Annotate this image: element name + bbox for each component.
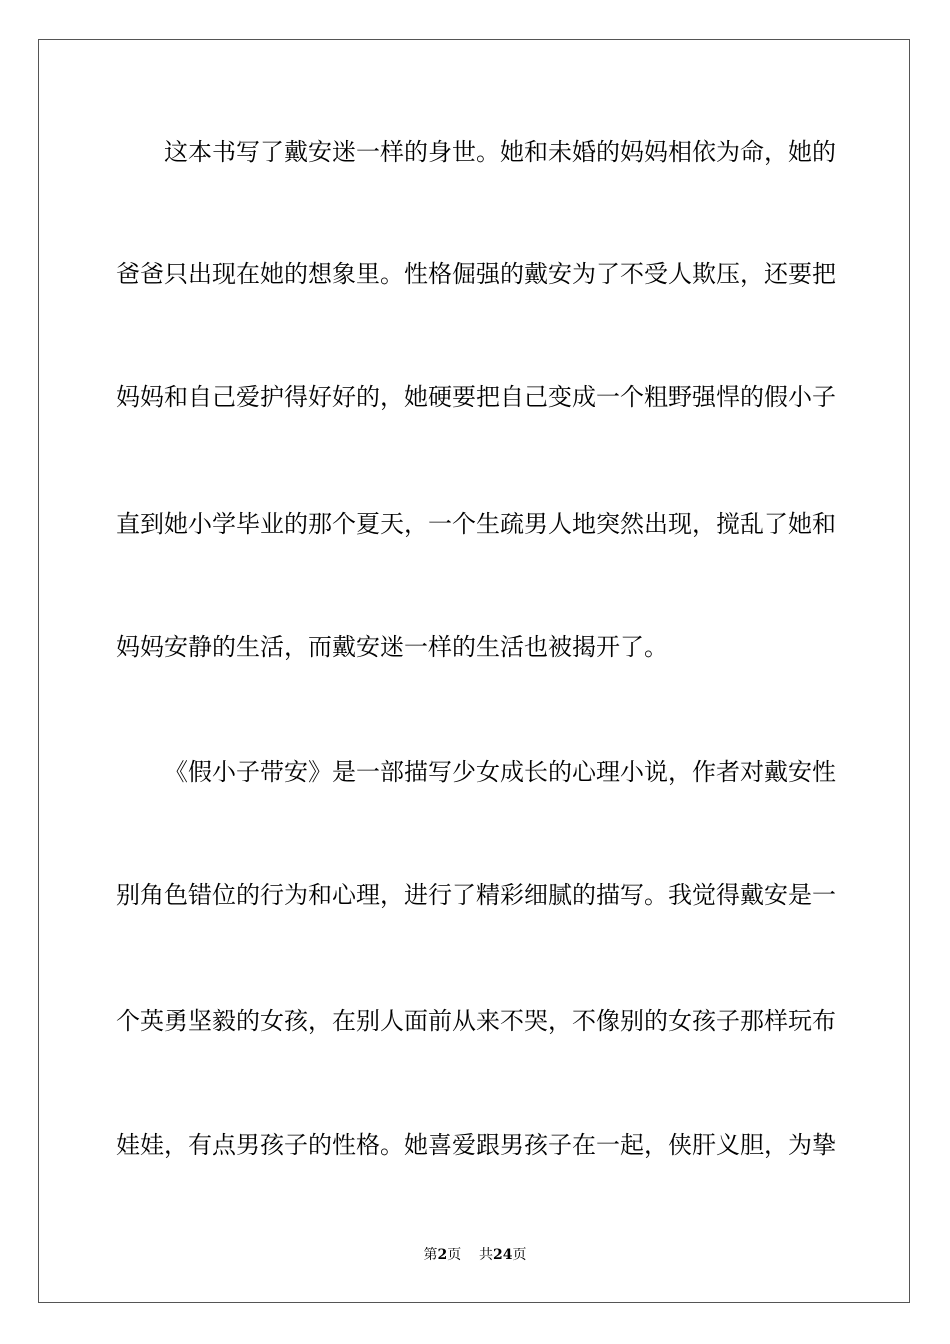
paragraph-1-line-1: 这本书写了戴安迷一样的身世。她和未婚的妈妈相依为命，她的 bbox=[164, 138, 836, 166]
paragraph-2-line-4: 娃娃，有点男孩子的性格。她喜爱跟男孩子在一起，侠肝义胆，为挚 bbox=[116, 1131, 836, 1159]
footer-total-pages: 24 bbox=[493, 1247, 513, 1263]
footer-page-prefix: 第 bbox=[423, 1247, 438, 1263]
footer-page-number: 2 bbox=[437, 1247, 448, 1263]
footer-total-prefix: 共 bbox=[479, 1247, 494, 1263]
paragraph-2-line-2: 别角色错位的行为和心理，进行了精彩细腻的描写。我觉得戴安是一 bbox=[116, 881, 836, 909]
paragraph-2-line-1: 《假小子带安》是一部描写少女成长的心理小说，作者对戴安性 bbox=[164, 758, 836, 786]
paragraph-1-line-4: 直到她小学毕业的那个夏天，一个生疏男人地突然出现，搅乱了她和 bbox=[116, 510, 836, 538]
page-border bbox=[38, 39, 910, 1303]
paragraph-1-line-5: 妈妈安静的生活，而戴安迷一样的生活也被揭开了。 bbox=[116, 633, 668, 661]
footer-page-suffix: 页 bbox=[447, 1247, 462, 1263]
paragraph-1-line-3: 妈妈和自己爱护得好好的，她硬要把自己变成一个粗野强悍的假小子 bbox=[116, 383, 836, 411]
paragraph-2-line-3: 个英勇坚毅的女孩，在别人面前从来不哭，不像别的女孩子那样玩布 bbox=[116, 1007, 836, 1035]
paragraph-1-line-2: 爸爸只出现在她的想象里。性格倔强的戴安为了不受人欺压，还要把 bbox=[116, 260, 836, 288]
footer-total-suffix: 页 bbox=[512, 1247, 527, 1263]
page-footer bbox=[0, 1246, 950, 1264]
